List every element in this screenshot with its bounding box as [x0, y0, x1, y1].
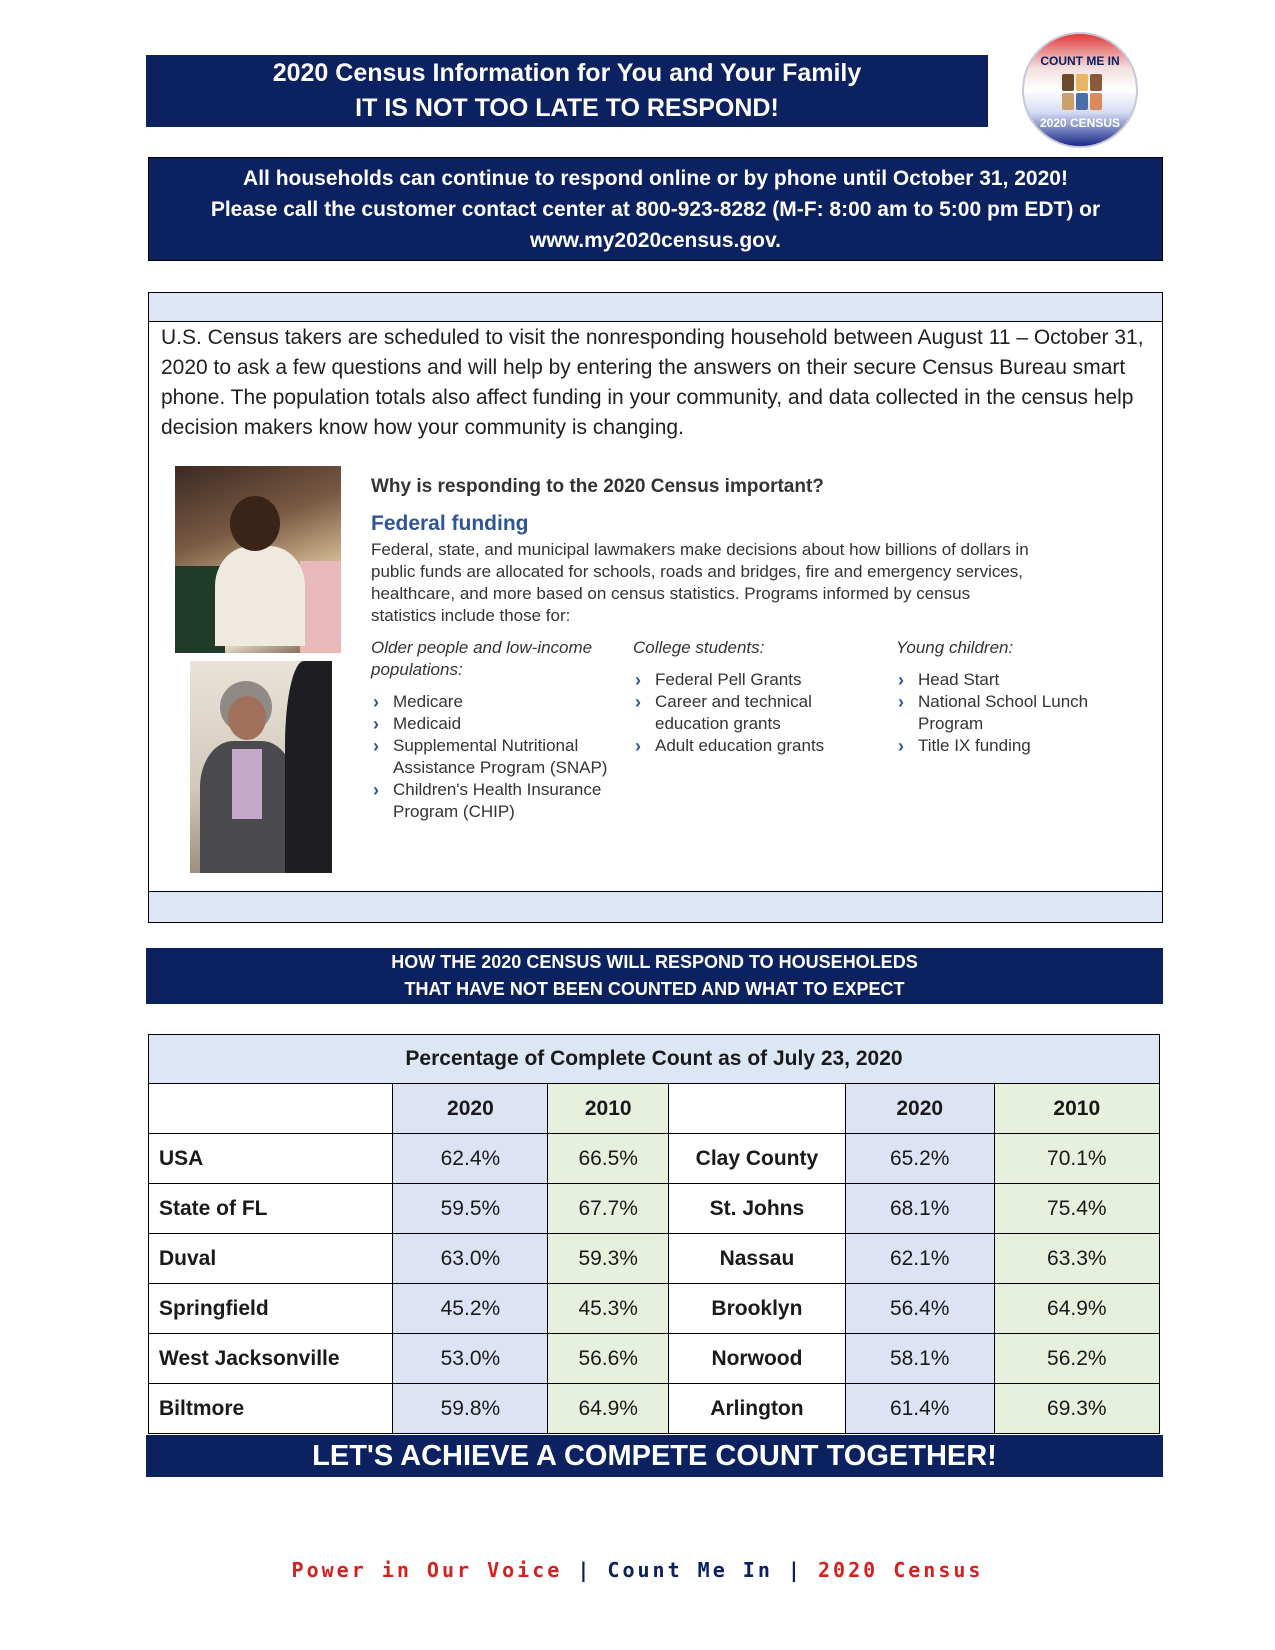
- pct-2020-cell: 65.2%: [845, 1134, 994, 1184]
- area-cell: West Jacksonville: [149, 1334, 393, 1384]
- notice-line-2: Please call the customer contact center at 800-923-8282 (M-F: 8:00 am to 5:00 pm EDT) or: [210, 197, 1101, 221]
- pct-2010-cell: 45.3%: [548, 1284, 669, 1334]
- logo-faces-graphic: [1062, 74, 1102, 110]
- pct-2010-cell: 56.6%: [548, 1334, 669, 1384]
- table-row: [149, 1234, 1160, 1284]
- pct-2010-cell: 63.3%: [994, 1234, 1159, 1284]
- why-important-heading: Why is responding to the 2020 Census important?: [371, 476, 824, 497]
- header-cell: [669, 1084, 846, 1134]
- area-cell: Biltmore: [149, 1384, 393, 1434]
- count-me-in-logo: [1022, 32, 1138, 148]
- area-cell: Brooklyn: [669, 1284, 846, 1334]
- how-banner-line-1: HOW THE 2020 CENSUS WILL RESPOND TO HOUSEHOLEDS: [391, 952, 918, 972]
- area-cell: Duval: [149, 1234, 393, 1284]
- area-cell: Arlington: [669, 1384, 846, 1434]
- family-reading-photo: [175, 466, 341, 653]
- footer-tagline: [0, 1558, 1275, 1582]
- area-cell: Norwood: [669, 1334, 846, 1384]
- info-box-top-band: [149, 293, 1162, 322]
- achieve-count-banner: LET'S ACHIEVE A COMPETE COUNT TOGETHER!: [146, 1435, 1163, 1477]
- footer-power-text: Power in Our Voice: [291, 1558, 563, 1582]
- chevron-right-icon: ›: [373, 736, 379, 756]
- footer-separator: |: [577, 1558, 593, 1582]
- pct-2010-cell: 59.3%: [548, 1234, 669, 1284]
- federal-funding-heading: Federal funding: [371, 512, 529, 535]
- table-caption-row: [149, 1035, 1160, 1084]
- list-item: › Title IX funding: [898, 736, 1031, 756]
- pct-2010-cell: 64.9%: [548, 1384, 669, 1434]
- list-item: › Medicare: [373, 692, 463, 712]
- pct-2010-cell: 70.1%: [994, 1134, 1159, 1184]
- area-cell: Springfield: [149, 1284, 393, 1334]
- older-people-column: [371, 637, 611, 823]
- pct-2010-cell: 66.5%: [548, 1134, 669, 1184]
- table-row: [149, 1384, 1160, 1434]
- pct-2020-cell: 53.0%: [393, 1334, 548, 1384]
- list-item: › National School Lunch Program: [898, 692, 1089, 733]
- pct-2010-cell: 69.3%: [994, 1384, 1159, 1434]
- pct-2010-cell: 56.2%: [994, 1334, 1159, 1384]
- header-cell: 2010: [548, 1084, 669, 1134]
- pct-2010-cell: 75.4%: [994, 1184, 1159, 1234]
- logo-bottom-text: 2020 CENSUS: [1039, 116, 1121, 130]
- chevron-right-icon: ›: [373, 692, 379, 712]
- how-census-responds-banner: [146, 948, 1163, 1004]
- area-cell: Clay County: [669, 1134, 846, 1184]
- pct-2010-cell: 67.7%: [548, 1184, 669, 1234]
- list-item: › Supplemental Nutritional Assistance Program (SNAP): [373, 736, 608, 777]
- table-row: [149, 1134, 1160, 1184]
- notice-banner: [148, 157, 1163, 261]
- list-item: › Medicaid: [373, 714, 462, 734]
- young-children-column: [896, 637, 1136, 757]
- table-header-row: [149, 1084, 1160, 1134]
- list-item: › Federal Pell Grants: [635, 670, 802, 690]
- chevron-right-icon: ›: [373, 714, 379, 734]
- pct-2020-cell: 59.5%: [393, 1184, 548, 1234]
- pct-2020-cell: 62.1%: [845, 1234, 994, 1284]
- header-cell: 2010: [994, 1084, 1159, 1134]
- header-cell: [149, 1084, 393, 1134]
- title-banner: [146, 55, 988, 127]
- pct-2020-cell: 59.8%: [393, 1384, 548, 1434]
- chevron-right-icon: ›: [635, 692, 641, 712]
- footer-separator: |: [787, 1558, 803, 1582]
- pct-2020-cell: 58.1%: [845, 1334, 994, 1384]
- table-row: [149, 1284, 1160, 1334]
- chevron-right-icon: ›: [898, 736, 904, 756]
- table-caption: Percentage of Complete Count as of July 23, 2020: [149, 1035, 1160, 1084]
- federal-funding-paragraph: Federal, state, and municipal lawmakers make decisions about how billions of dollars in public funds are allocated for schools, roads and bridges, fire and emergency services, healthcare, and more based on census statistics. Programs informed by census statistics include those for:: [371, 540, 1029, 625]
- pct-2020-cell: 63.0%: [393, 1234, 548, 1284]
- column-heading: Young children:: [896, 638, 1014, 657]
- college-students-column: [633, 637, 873, 757]
- column-heading: Older people and low-income populations:: [371, 638, 593, 679]
- chevron-right-icon: ›: [373, 780, 379, 800]
- list-item: › Head Start: [898, 670, 1000, 690]
- area-cell: St. Johns: [669, 1184, 846, 1234]
- area-cell: USA: [149, 1134, 393, 1184]
- pct-2020-cell: 45.2%: [393, 1284, 548, 1334]
- list-item: › Career and technical education grants: [635, 692, 812, 733]
- pct-2020-cell: 61.4%: [845, 1384, 994, 1434]
- pct-2020-cell: 62.4%: [393, 1134, 548, 1184]
- how-banner-line-2: THAT HAVE NOT BEEN COUNTED AND WHAT TO EXPECT: [404, 979, 905, 999]
- census-taker-photo: [190, 661, 332, 873]
- header-cell: 2020: [393, 1084, 548, 1134]
- column-heading: College students:: [633, 638, 765, 657]
- notice-website-link[interactable]: www.my2020census.gov.: [530, 228, 781, 252]
- table-row: [149, 1334, 1160, 1384]
- info-box-bottom-band: [149, 891, 1162, 922]
- header-cell: 2020: [845, 1084, 994, 1134]
- list-item: › Children's Health Insurance Program (CHIP): [373, 780, 602, 821]
- notice-line-1: All households can continue to respond online or by phone until October 31, 2020!: [243, 166, 1068, 190]
- complete-count-table: [148, 1034, 1160, 1434]
- area-cell: Nassau: [669, 1234, 846, 1284]
- title-line-2: IT IS NOT TOO LATE TO RESPOND!: [355, 94, 779, 122]
- list-item: › Adult education grants: [635, 736, 825, 756]
- area-cell: State of FL: [149, 1184, 393, 1234]
- footer-count-me-in-text: Count Me In: [607, 1558, 773, 1582]
- footer-census-text: 2020 Census: [818, 1558, 984, 1582]
- table-row: [149, 1184, 1160, 1234]
- title-line-1: 2020 Census Information for You and Your Family: [272, 59, 862, 87]
- logo-top-text: COUNT ME IN: [1040, 54, 1120, 68]
- chevron-right-icon: ›: [635, 670, 641, 690]
- chevron-right-icon: ›: [635, 736, 641, 756]
- census-visit-paragraph: U.S. Census takers are scheduled to visit the nonresponding household between August 11 – October 31, 2020 to ask a few questions and will help by entering the answers on their secure Census Bureau smart phone. The population totals also affect funding in your community, and data collected in the census help decision makers know how your community is changing.: [161, 326, 1144, 439]
- info-box: [148, 292, 1163, 923]
- chevron-right-icon: ›: [898, 692, 904, 712]
- pct-2010-cell: 64.9%: [994, 1284, 1159, 1334]
- pct-2020-cell: 56.4%: [845, 1284, 994, 1334]
- pct-2020-cell: 68.1%: [845, 1184, 994, 1234]
- chevron-right-icon: ›: [898, 670, 904, 690]
